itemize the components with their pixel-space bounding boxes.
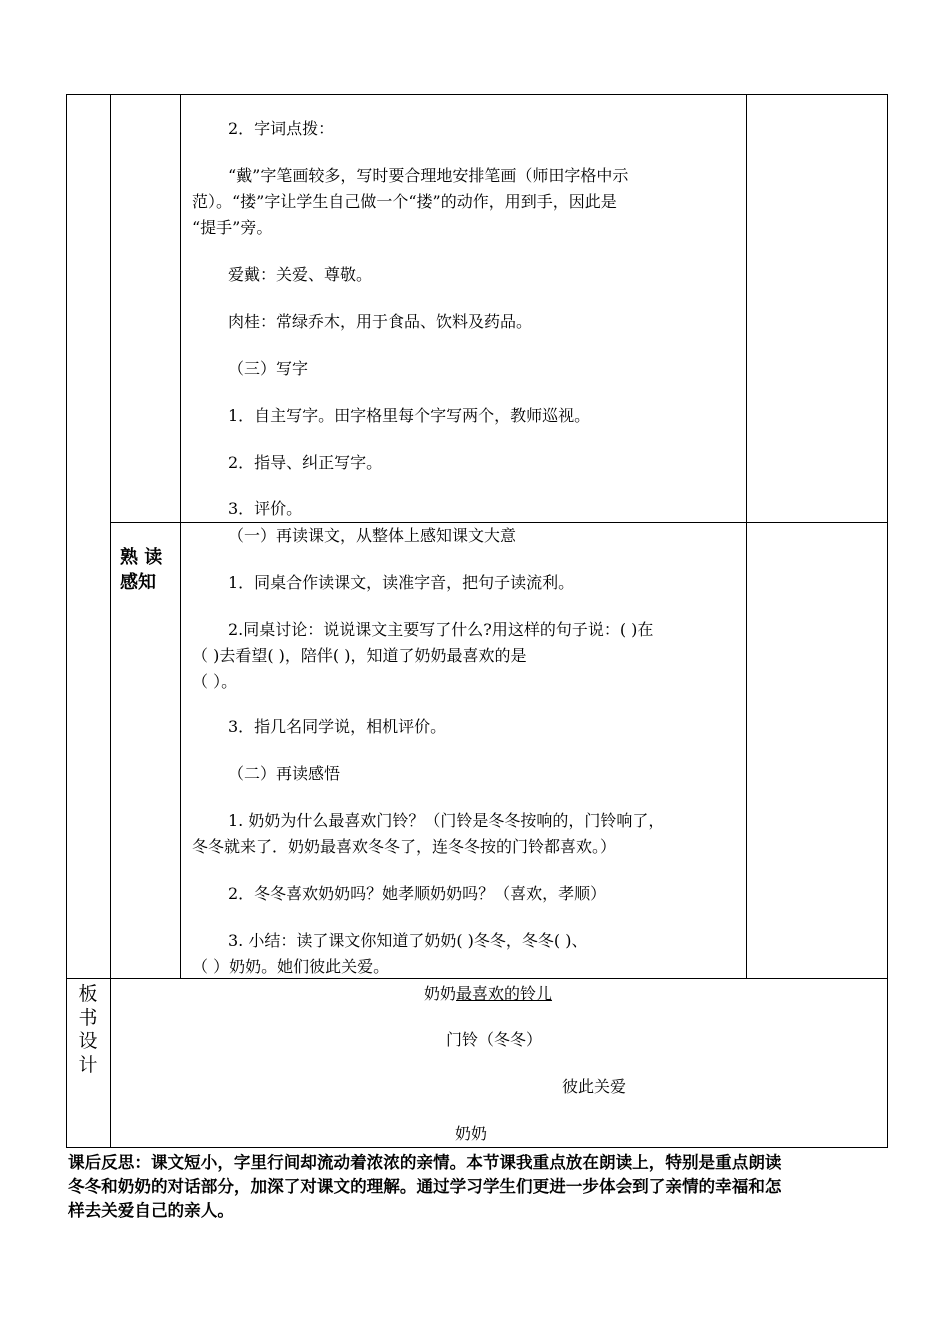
section-label-line-1: 熟 读 <box>120 547 163 568</box>
question-1-line-2: 冬冬就来了．奶奶最喜欢冬冬了，连冬冬按的门铃都喜欢。） <box>192 837 617 856</box>
writing-item-3: 3．评价。 <box>228 499 303 518</box>
board-design-label-char-4: 计 <box>78 1054 98 1076</box>
question-1-line-1: 1. 奶奶为什么最喜欢门铃？（门铃是冬冬按响的，门铃响了， <box>228 811 665 830</box>
section-label-line-2: 感知 <box>120 572 156 593</box>
reread-subtitle-2: （二）再读感悟 <box>228 764 341 783</box>
board-line-grandma: 奶奶 <box>455 1124 488 1143</box>
column-divider-1 <box>110 94 111 1148</box>
reflection-line-3: 样去关爱自己的亲人。 <box>68 1201 234 1220</box>
column-divider-2 <box>180 94 181 978</box>
reading-item-1: 1．同桌合作读课文，读准字音，把句子读流利。 <box>228 573 575 592</box>
table-border-top <box>66 94 888 95</box>
board-line-doorbell: 门铃（冬冬） <box>446 1030 543 1049</box>
board-line-mutual-care: 彼此关爱 <box>562 1077 627 1096</box>
reread-subtitle-1: （一）再读课文，从整体上感知课文大意 <box>228 526 517 545</box>
reading-item-2-line-3: （ ）。 <box>192 672 238 691</box>
writing-section-title: （三）写字 <box>228 359 309 378</box>
reading-item-2-line-1: 2.同桌讨论：说说课文主要写了什么?用这样的句子说：( )在 <box>228 620 654 639</box>
column-divider-3 <box>746 94 747 978</box>
reflection-line-2: 冬冬和奶奶的对话部分，加深了对课文的理解。通过学习学生们更进一步体会到了亲情的幸福和怎 <box>68 1177 782 1196</box>
reflection-line-1: 课后反思：课文短小，字里行间却流动着浓浓的亲情。本节课我重点放在朗读上，特别是重点朗读 <box>68 1153 782 1172</box>
definition-rougui: 肉桂：常绿乔木，用于食品、饮料及药品。 <box>228 312 533 331</box>
table-border-left <box>66 94 67 1148</box>
summary-line-1: 3. 小结：读了课文你知道了奶奶( )冬冬，冬冬( )、 <box>228 931 588 950</box>
board-title <box>424 981 552 1007</box>
stroke-guide-line-3: “提手”旁。 <box>192 218 273 237</box>
board-title-prefix: 奶奶 <box>424 984 457 1003</box>
table-border-bottom <box>66 1147 888 1148</box>
writing-item-1: 1．自主写字。田字格里每个字写两个，教师巡视。 <box>228 406 591 425</box>
board-design-label-char-2: 书 <box>78 1007 98 1029</box>
writing-item-2: 2．指导、纠正写字。 <box>228 453 383 472</box>
table-border-right <box>887 94 888 1148</box>
board-design-label-char-3: 设 <box>78 1030 98 1052</box>
row-divider-2 <box>66 978 888 979</box>
question-2: 2．冬冬喜欢奶奶吗？她孝顺奶奶吗？（喜欢，孝顺） <box>228 884 607 903</box>
board-design-label-char-1: 板 <box>78 983 98 1005</box>
stroke-guide-line-1: “戴”字笔画较多，写时要合理地安排笔画（师田字格中示 <box>228 166 629 185</box>
definition-aidai: 爱戴：关爱、尊敬。 <box>228 265 373 284</box>
reading-item-2-line-2: （ )去看望( )，陪伴( )，知道了奶奶最喜欢的是 <box>192 646 527 665</box>
stroke-guide-line-2: 范）。“搂”字让学生自己做一个“搂”的动作，用到手，因此是 <box>192 192 617 211</box>
board-title-underlined: 最喜欢的铃儿 <box>456 984 553 1003</box>
word-guide-heading: 2．字词点拨： <box>228 119 335 138</box>
summary-line-2: （ ）奶奶。她们彼此关爱。 <box>192 957 390 976</box>
reading-item-3: 3．指几名同学说，相机评价。 <box>228 717 447 736</box>
